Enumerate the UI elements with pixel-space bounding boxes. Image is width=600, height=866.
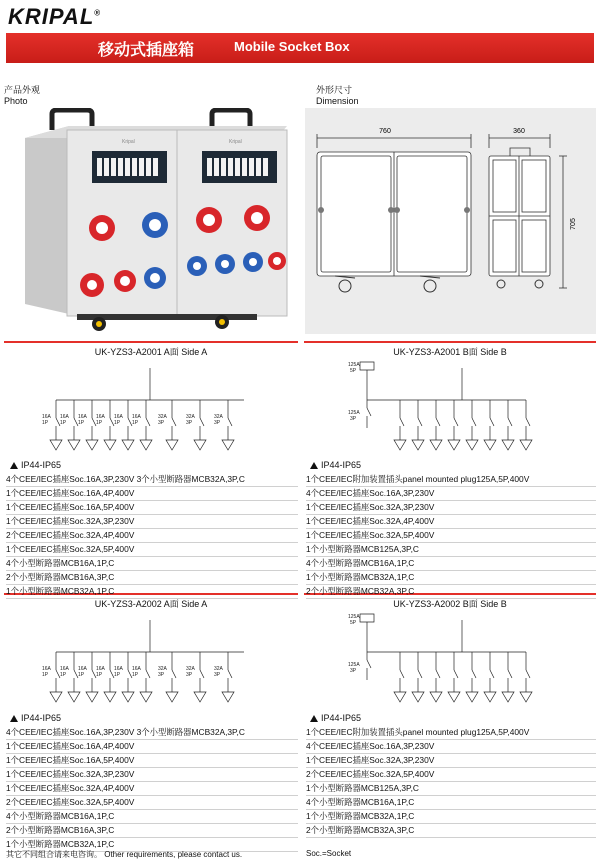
svg-text:705: 705 — [570, 218, 577, 230]
spec-item: 1个CEE/IEC插座Soc.16A,5P,400V — [6, 501, 298, 515]
svg-text:1P: 1P — [132, 420, 139, 426]
spec-item: 4个CEE/IEC插座Soc.16A,3P,230V — [306, 740, 596, 754]
svg-text:16A: 16A — [114, 414, 123, 420]
svg-text:32A: 32A — [186, 414, 195, 420]
section-title: UK-YZS3-A2001 A面 Side A — [94, 347, 208, 357]
divider — [304, 341, 596, 343]
svg-text:3P: 3P — [350, 416, 357, 422]
svg-text:1P: 1P — [132, 672, 139, 678]
svg-text:32A: 32A — [158, 666, 167, 672]
spec-list-a-2001 — [6, 473, 298, 599]
svg-text:16A: 16A — [78, 414, 87, 420]
wiring-diagram-side-a-2001 — [4, 358, 298, 462]
spec-item: 1个小型断路器MCB32A,1P,C — [306, 810, 596, 824]
section-title: UK-YZS3-A2002 A面 Side A — [94, 599, 208, 609]
section-title: UK-YZS3-A2002 B面 Side B — [393, 599, 507, 609]
svg-text:1P: 1P — [96, 672, 103, 678]
spec-item: 4个CEE/IEC插座Soc.16A,3P,230V — [306, 487, 596, 501]
svg-text:1P: 1P — [96, 420, 103, 426]
spec-item: 2个CEE/IEC插座Soc.32A,5P,400V — [306, 768, 596, 782]
title-banner — [6, 33, 594, 63]
spec-item: 2个CEE/IEC插座Soc.32A,4P,400V — [6, 529, 298, 543]
svg-text:5P: 5P — [350, 368, 357, 374]
warning-icon — [310, 462, 318, 469]
ip-rating: IP44-IP65 — [10, 460, 61, 470]
spec-item: 1个CEE/IEC插座Soc.32A,4P,400V — [6, 782, 298, 796]
svg-text:3P: 3P — [158, 672, 165, 678]
wiring-diagram-side-a-2002 — [4, 610, 298, 714]
spec-item: 4个小型断路器MCB16A,1P,C — [6, 557, 298, 571]
dimension-label: 外形尺寸 Dimension — [316, 85, 359, 106]
svg-text:Kripal: Kripal — [122, 139, 135, 145]
spec-item: 1个小型断路器MCB32A,1P,C — [6, 585, 298, 599]
svg-text:760: 760 — [379, 128, 391, 135]
svg-text:16A: 16A — [78, 666, 87, 672]
svg-text:5P: 5P — [350, 620, 357, 626]
svg-text:1P: 1P — [78, 672, 85, 678]
spec-item: 1个CEE/IEC插座Soc.16A,4P,400V — [6, 740, 298, 754]
warning-icon — [310, 715, 318, 722]
spec-item: 1个CEE/IEC插座Soc.32A,5P,400V — [306, 529, 596, 543]
svg-text:16A: 16A — [96, 414, 105, 420]
svg-text:32A: 32A — [214, 414, 223, 420]
spec-item: 1个CEE/IEC插座Soc.32A,3P,230V — [6, 515, 298, 529]
spec-item: 1个CEE/IEC插座Soc.32A,3P,230V — [306, 501, 596, 515]
spec-item: 1个CEE/IEC附加装置插头panel mounted plug125A,5P,400V — [306, 726, 596, 740]
footer-note: 其它不同组合请来电咨询。 Other requirements, please contact us. — [6, 850, 243, 859]
spec-item: 1个小型断路器MCB32A,1P,C — [306, 571, 596, 585]
title-english: Mobile Socket Box — [234, 39, 350, 54]
svg-text:1P: 1P — [60, 420, 67, 426]
ip-rating: IP44-IP65 — [10, 713, 61, 723]
svg-text:16A: 16A — [114, 666, 123, 672]
svg-text:1P: 1P — [78, 420, 85, 426]
spec-item: 4个小型断路器MCB16A,1P,C — [306, 557, 596, 571]
svg-text:16A: 16A — [60, 666, 69, 672]
spec-item: 2个小型断路器MCB16A,3P,C — [6, 571, 298, 585]
svg-text:1P: 1P — [114, 672, 121, 678]
spec-item: 1个小型断路器MCB32A,1P,C — [6, 838, 298, 852]
svg-text:3P: 3P — [158, 420, 165, 426]
warning-icon — [10, 462, 18, 469]
dimension-drawing — [305, 108, 596, 334]
spec-item: 2个小型断路器MCB32A,3P,C — [306, 824, 596, 838]
svg-text:360: 360 — [513, 128, 525, 135]
warning-icon — [10, 715, 18, 722]
spec-item: 1个CEE/IEC插座Soc.16A,4P,400V — [6, 487, 298, 501]
svg-text:16A: 16A — [60, 414, 69, 420]
divider — [4, 341, 298, 343]
spec-item: 1个CEE/IEC插座Soc.32A,3P,230V — [6, 768, 298, 782]
ip-rating: IP44-IP65 — [310, 460, 361, 470]
svg-text:125A: 125A — [348, 410, 360, 416]
svg-text:125A: 125A — [348, 662, 360, 668]
wiring-diagram-side-b-2001 — [304, 358, 596, 462]
svg-text:1P: 1P — [42, 420, 49, 426]
spec-item: 1个CEE/IEC插座Soc.32A,5P,400V — [6, 543, 298, 557]
svg-text:32A: 32A — [186, 666, 195, 672]
svg-text:3P: 3P — [186, 672, 193, 678]
svg-text:125A: 125A — [348, 362, 360, 368]
spec-item: 1个小型断路器MCB125A,3P,C — [306, 543, 596, 557]
brand-logo: KRIPAL® — [8, 4, 102, 29]
svg-text:3P: 3P — [214, 672, 221, 678]
svg-text:16A: 16A — [42, 414, 51, 420]
svg-text:16A: 16A — [132, 414, 141, 420]
spec-item: 4个CEE/IEC插座Soc.16A,3P,230V 3个小型断路器MCB32A,3P,C — [6, 726, 298, 740]
svg-text:3P: 3P — [350, 668, 357, 674]
spec-item: 2个小型断路器MCB32A,3P,C — [306, 585, 596, 599]
svg-text:16A: 16A — [132, 666, 141, 672]
spec-item: 4个小型断路器MCB16A,1P,C — [6, 810, 298, 824]
product-photo — [7, 108, 297, 334]
spec-item: 1个CEE/IEC附加装置插头panel mounted plug125A,5P,400V — [306, 473, 596, 487]
svg-text:16A: 16A — [96, 666, 105, 672]
spec-item: 1个小型断路器MCB125A,3P,C — [306, 782, 596, 796]
spec-item: 1个CEE/IEC插座Soc.16A,5P,400V — [6, 754, 298, 768]
svg-text:3P: 3P — [186, 420, 193, 426]
svg-text:32A: 32A — [214, 666, 223, 672]
spec-item: 1个CEE/IEC插座Soc.32A,3P,230V — [306, 754, 596, 768]
svg-text:16A: 16A — [42, 666, 51, 672]
svg-text:125A: 125A — [348, 614, 360, 620]
ip-rating: IP44-IP65 — [310, 713, 361, 723]
svg-text:1P: 1P — [42, 672, 49, 678]
svg-text:3P: 3P — [214, 420, 221, 426]
footer-legend: Soc.=Socket — [306, 849, 352, 858]
spec-list-b-2001 — [306, 473, 596, 599]
spec-item: 2个小型断路器MCB16A,3P,C — [6, 824, 298, 838]
svg-text:Kripal: Kripal — [229, 139, 242, 145]
section-title: UK-YZS3-A2001 B面 Side B — [393, 347, 507, 357]
spec-list-a-2002 — [6, 726, 298, 852]
title-chinese: 移动式插座箱 — [98, 42, 195, 59]
svg-text:1P: 1P — [60, 672, 67, 678]
svg-text:32A: 32A — [158, 414, 167, 420]
photo-label: 产品外观 Photo — [4, 85, 41, 106]
spec-item: 2个CEE/IEC插座Soc.32A,5P,400V — [6, 796, 298, 810]
spec-list-b-2002 — [306, 726, 596, 838]
spec-item: 1个CEE/IEC插座Soc.32A,4P,400V — [306, 515, 596, 529]
spec-item: 4个小型断路器MCB16A,1P,C — [306, 796, 596, 810]
wiring-diagram-side-b-2002 — [304, 610, 596, 714]
svg-text:1P: 1P — [114, 420, 121, 426]
spec-item: 4个CEE/IEC插座Soc.16A,3P,230V 3个小型断路器MCB32A,3P,C — [6, 473, 298, 487]
